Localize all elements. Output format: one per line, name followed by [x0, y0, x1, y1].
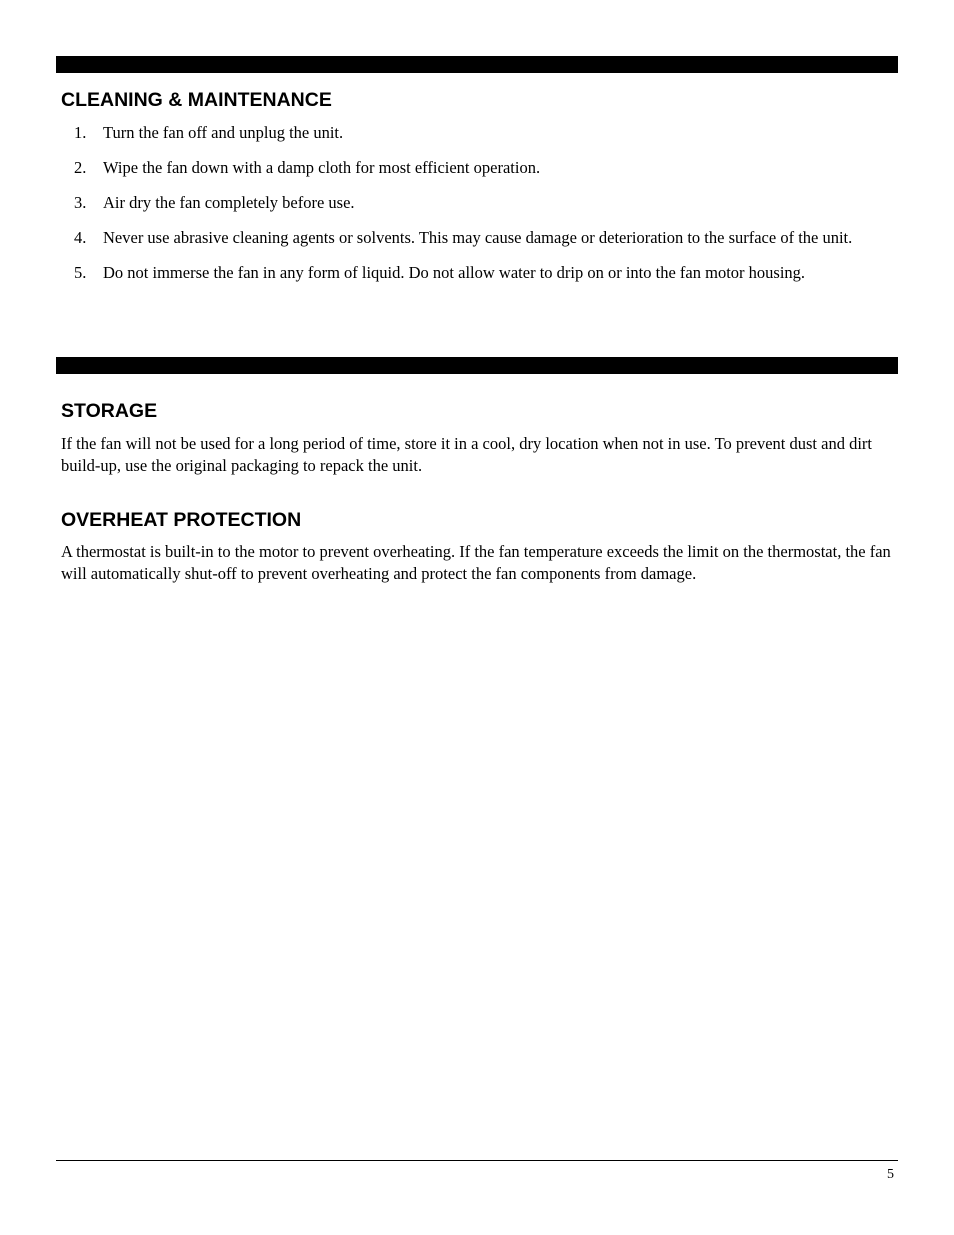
overheat-protection-paragraph: A thermostat is built-in to the motor to prevent overheating. If the fan temperature exceeds the limit on the thermostat, the fan will automatically shut-off to prevent overheating and protect the fan components from damage. — [61, 542, 891, 583]
list-item-number: 3. — [74, 193, 87, 212]
list-item — [61, 192, 897, 214]
list-item — [61, 262, 897, 284]
list-item-text: Turn the fan off and unplug the unit. — [103, 123, 344, 142]
list-item — [61, 157, 897, 179]
list-item-number: 2. — [74, 158, 87, 177]
cleaning-steps-list — [61, 122, 897, 297]
list-item-number: 1. — [74, 123, 87, 142]
page-number: 5 — [887, 1167, 894, 1182]
section-divider-bar — [56, 357, 898, 374]
section-divider-bar — [56, 56, 898, 73]
list-item-number: 5. — [74, 263, 87, 282]
list-item-number: 4. — [74, 228, 87, 247]
footer-rule — [56, 1160, 898, 1161]
list-item-text: Do not immerse the fan in any form of liquid. Do not allow water to drip on or into the fan motor housing. — [103, 263, 806, 282]
list-item-text: Wipe the fan down with a damp cloth for most efficient operation. — [103, 158, 541, 177]
cleaning-maintenance-heading: CLEANING & MAINTENANCE — [61, 89, 332, 111]
storage-paragraph: If the fan will not be used for a long period of time, store it in a cool, dry location when not in use. To prevent dust and dirt build-up, use the original packaging to repack the unit. — [61, 434, 872, 475]
list-item — [61, 122, 897, 144]
list-item-text: Air dry the fan completely before use. — [103, 193, 355, 212]
list-item-text: Never use abrasive cleaning agents or solvents. This may cause damage or deterioration to the surface of the unit. — [103, 228, 853, 247]
overheat-protection-heading: OVERHEAT PROTECTION — [61, 509, 302, 531]
storage-heading: STORAGE — [61, 400, 158, 422]
list-item — [61, 227, 897, 249]
